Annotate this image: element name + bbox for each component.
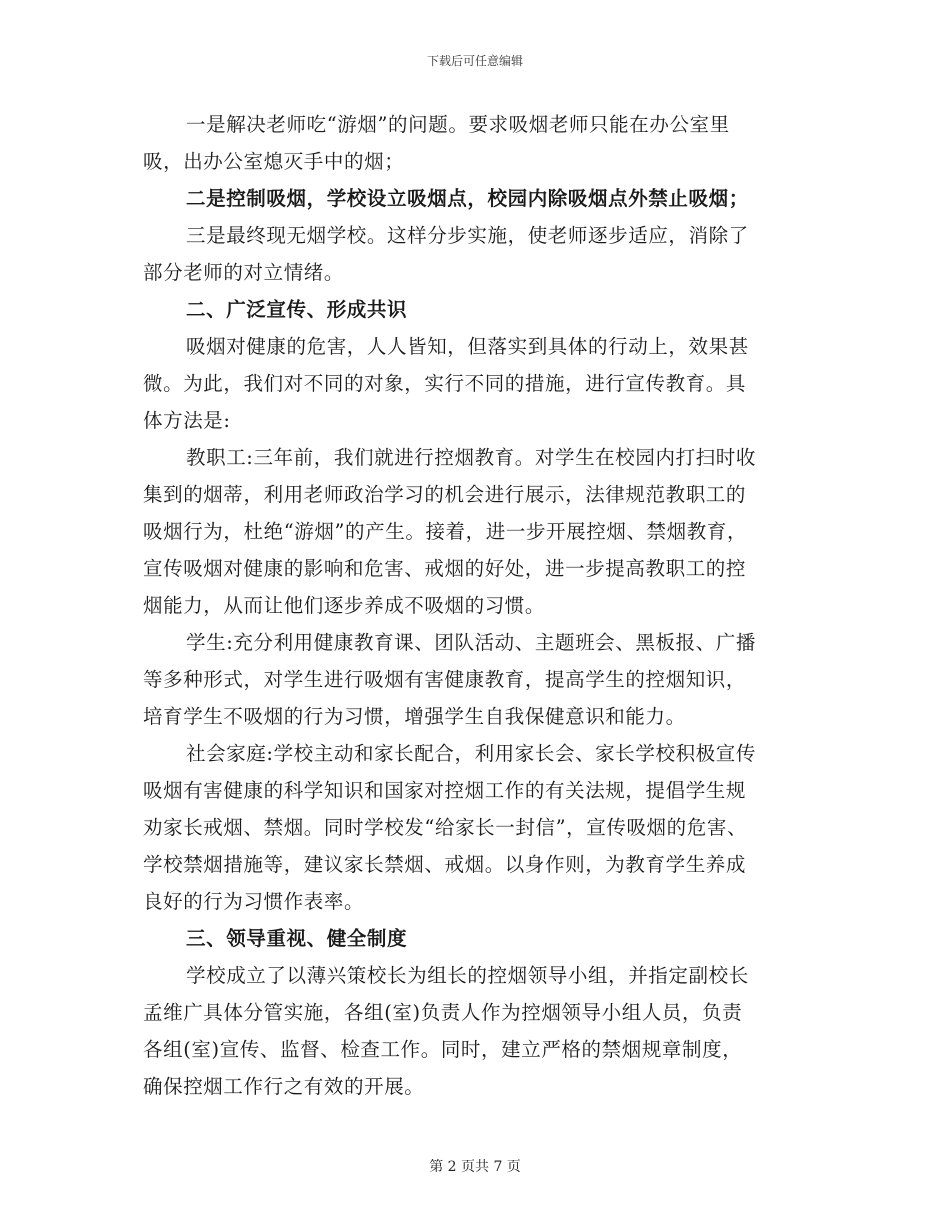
text-line: 劝家长戒烟、禁烟。同时学校发“给家长一封信”，宣传吸烟的危害、 bbox=[143, 816, 748, 839]
text-line: 一是解决老师吃“游烟”的问题。要求吸烟老师只能在办公室里 bbox=[186, 113, 730, 136]
text-line: 微。为此，我们对不同的对象，实行不同的措施，进行宣传教育。具 bbox=[143, 372, 747, 395]
text-line: 社会家庭:学校主动和家长配合，利用家长会、家长学校积极宣传 bbox=[186, 742, 756, 765]
paragraph bbox=[143, 439, 823, 624]
text-line: 二是控制吸烟，学校设立吸烟点，校园内除吸烟点外禁止吸烟； bbox=[186, 187, 749, 210]
text-line: 各组(室)宣传、监督、检查工作。同时，建立严格的禁烟规章制度， bbox=[143, 1038, 743, 1061]
paragraph bbox=[143, 217, 823, 291]
text-line: 良好的行为习惯作表率。 bbox=[143, 890, 365, 913]
text-line: 吸烟行为，杜绝“游烟”的产生。接着，进一步开展控烟、禁烟教育， bbox=[143, 520, 748, 543]
paragraph bbox=[143, 328, 823, 439]
text-line: 体方法是: bbox=[143, 409, 231, 432]
paragraph bbox=[143, 957, 823, 1105]
text-line: 烟能力，从而让他们逐步养成不吸烟的习惯。 bbox=[143, 594, 546, 617]
page-header: 下载后可任意编辑 bbox=[426, 54, 523, 68]
text-line: 宣传吸烟对健康的影响和危害、戒烟的好处，进一步提高教职工的控 bbox=[143, 557, 747, 580]
document-body bbox=[143, 106, 823, 1105]
text-line: 吸烟对健康的危害，人人皆知，但落实到具体的行动上，效果甚 bbox=[186, 335, 749, 358]
section-heading bbox=[143, 180, 823, 217]
text-line: 学生:充分利用健康教育课、团队活动、主题班会、黑板报、广播 bbox=[186, 631, 756, 654]
paragraph bbox=[143, 106, 823, 180]
text-line: 三、领导重视、健全制度 bbox=[186, 927, 408, 950]
text-line: 集到的烟蒂，利用老师政治学习的机会进行展示，法律规范教职工的 bbox=[143, 483, 747, 506]
text-line: 培育学生不吸烟的行为习惯，增强学生自我保健意识和能力。 bbox=[143, 705, 686, 728]
text-line: 吸烟有害健康的科学知识和国家对控烟工作的有关法规，提倡学生规 bbox=[143, 779, 747, 802]
paragraph bbox=[143, 735, 823, 920]
text-line: 等多种形式，对学生进行吸烟有害健康教育，提高学生的控烟知识， bbox=[143, 668, 747, 691]
text-line: 三是最终现无烟学校。这样分步实施，使老师逐步适应，消除了 bbox=[186, 224, 749, 247]
text-line: 二、广泛宣传、形成共识 bbox=[186, 298, 408, 321]
text-line: 确保控烟工作行之有效的开展。 bbox=[143, 1075, 425, 1098]
page-footer: 第 2 页共 7 页 bbox=[429, 1159, 521, 1175]
text-line: 学校成立了以薄兴策校长为组长的控烟领导小组，并指定副校长 bbox=[186, 964, 749, 987]
text-line: 学校禁烟措施等，建议家长禁烟、戒烟。以身作则，为教育学生养成 bbox=[143, 853, 747, 876]
text-line: 孟维广具体分管实施，各组(室)负责人作为控烟领导小组人员，负责 bbox=[143, 1001, 743, 1024]
paragraph bbox=[143, 624, 823, 735]
section-heading bbox=[143, 920, 823, 957]
text-line: 吸，出办公室熄灭手中的烟； bbox=[143, 150, 405, 173]
section-heading bbox=[143, 291, 823, 328]
text-line: 教职工:三年前，我们就进行控烟教育。对学生在校园内打扫时收 bbox=[186, 446, 756, 469]
text-line: 部分老师的对立情绪。 bbox=[143, 261, 345, 284]
